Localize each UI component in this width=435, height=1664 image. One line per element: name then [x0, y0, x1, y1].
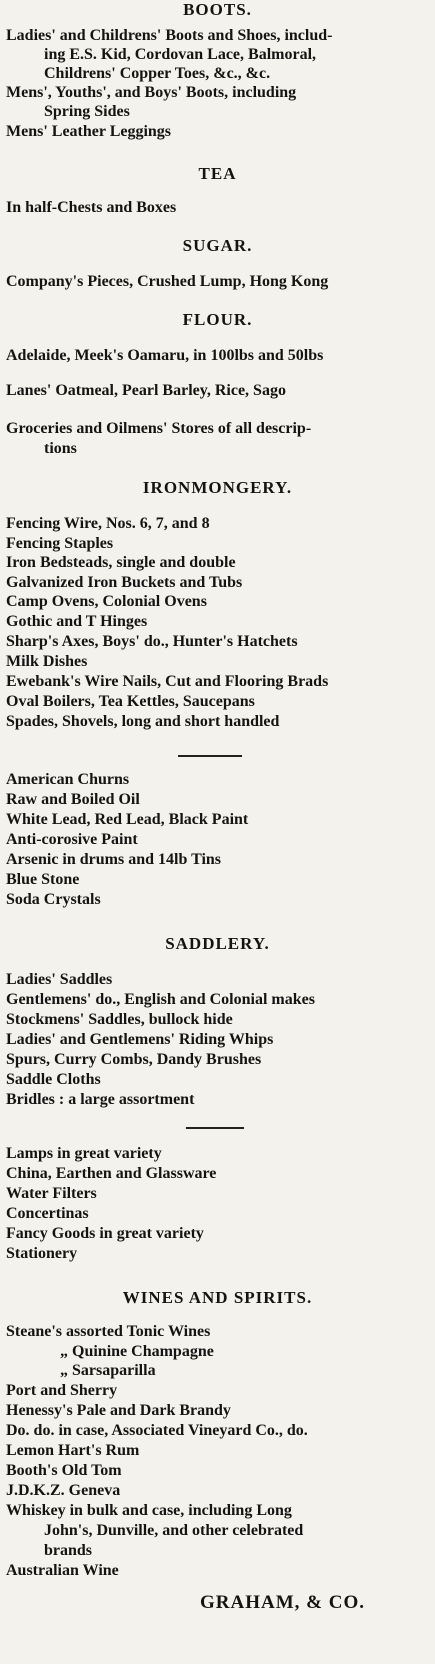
ironmongery-line: Anti-corosive Paint — [6, 831, 138, 848]
boots-line: Mens' Leather Leggings — [6, 123, 172, 140]
saddlery-line: Ladies' and Gentlemens' Riding Whips — [6, 1031, 274, 1048]
ironmongery-line: Blue Stone — [6, 871, 80, 888]
wines-line: Lemon Hart's Rum — [6, 1442, 140, 1459]
wines-line: Whiskey in bulk and case, including Long — [6, 1502, 292, 1519]
wines-line: Do. do. in case, Associated Vineyard Co., do. — [6, 1422, 308, 1439]
boots-line: ing E.S. Kid, Cordovan Lace, Balmoral, — [44, 46, 317, 63]
ironmongery-line: White Lead, Red Lead, Black Paint — [6, 811, 249, 828]
saddlery-heading: SADDLERY. — [165, 934, 270, 953]
saddlery-line: Gentlemens' do., English and Colonial makes — [6, 991, 315, 1008]
wines-heading: WINES AND SPIRITS. — [122, 1288, 313, 1307]
saddlery-line: Stationery — [6, 1245, 78, 1262]
signature: GRAHAM, & CO. — [200, 1592, 365, 1613]
boots-heading: BOOTS. — [183, 0, 252, 19]
sugar-line: Company's Pieces, Crushed Lump, Hong Kong — [6, 273, 329, 290]
saddlery-line: Concertinas — [6, 1205, 89, 1222]
tea-heading: TEA — [198, 164, 237, 183]
ironmongery-line: Arsenic in drums and 14lb Tins — [6, 851, 222, 868]
saddlery-line: Spurs, Curry Combs, Dandy Brushes — [6, 1051, 262, 1068]
flour-line: tions — [44, 440, 77, 457]
wines-line: Booth's Old Tom — [6, 1462, 122, 1479]
ironmongery-line: Fencing Wire, Nos. 6, 7, and 8 — [6, 515, 210, 532]
section-rule — [178, 755, 242, 757]
ironmongery-line: Ewebank's Wire Nails, Cut and Flooring Brads — [6, 673, 329, 690]
ironmongery-line: Milk Dishes — [6, 653, 88, 670]
boots-line: Mens', Youths', and Boys' Boots, including — [6, 84, 297, 101]
saddlery-line: Lamps in great variety — [6, 1145, 162, 1162]
ironmongery-line: Camp Ovens, Colonial Ovens — [6, 593, 207, 610]
wines-line: J.D.K.Z. Geneva — [6, 1482, 121, 1499]
wines-line: Henessy's Pale and Dark Brandy — [6, 1402, 231, 1419]
saddlery-line: China, Earthen and Glassware — [6, 1165, 217, 1182]
ironmongery-line: Galvanized Iron Buckets and Tubs — [6, 574, 243, 591]
saddlery-line: Stockmens' Saddles, bullock hide — [6, 1011, 233, 1028]
boots-line: Spring Sides — [44, 103, 130, 120]
saddlery-line: Water Filters — [6, 1185, 97, 1202]
wines-line: Steane's assorted Tonic Wines — [6, 1323, 211, 1340]
ironmongery-line: Fencing Staples — [6, 535, 114, 552]
section-rule — [186, 1127, 244, 1129]
flour-line: Groceries and Oilmens' Stores of all descrip- — [6, 420, 312, 437]
wines-line: Port and Sherry — [6, 1382, 118, 1399]
saddlery-line: Ladies' Saddles — [6, 971, 113, 988]
flour-line: Lanes' Oatmeal, Pearl Barley, Rice, Sago — [6, 382, 286, 399]
ironmongery-line: Spades, Shovels, long and short handled — [6, 713, 280, 730]
wines-line: Australian Wine — [6, 1562, 119, 1579]
wines-line: „ Sarsaparilla — [60, 1362, 156, 1379]
ironmongery-line: Soda Crystals — [6, 891, 101, 908]
ironmongery-line: Raw and Boiled Oil — [6, 791, 140, 808]
boots-line: Childrens' Copper Toes, &c., &c. — [44, 65, 271, 82]
wines-line: „ Quinine Champagne — [60, 1343, 214, 1360]
saddlery-line: Fancy Goods in great variety — [6, 1225, 204, 1242]
ironmongery-line: Oval Boilers, Tea Kettles, Saucepans — [6, 693, 255, 710]
flour-line: Adelaide, Meek's Oamaru, in 100lbs and 50lbs — [6, 347, 324, 364]
ironmongery-heading: IRONMONGERY. — [142, 478, 293, 497]
flour-heading: FLOUR. — [182, 310, 253, 329]
ironmongery-line: Gothic and T Hinges — [6, 613, 148, 630]
tea-line: In half-Chests and Boxes — [6, 199, 177, 216]
ironmongery-line: Iron Bedsteads, single and double — [6, 554, 236, 571]
sugar-heading: SUGAR. — [182, 236, 253, 255]
wines-line: John's, Dunville, and other celebrated — [44, 1522, 304, 1539]
ironmongery-line: Sharp's Axes, Boys' do., Hunter's Hatchets — [6, 633, 298, 650]
saddlery-line: Saddle Cloths — [6, 1071, 101, 1088]
wines-line: brands — [44, 1542, 93, 1559]
boots-line: Ladies' and Childrens' Boots and Shoes, includ- — [6, 27, 333, 44]
ironmongery-line: American Churns — [6, 771, 130, 788]
saddlery-line: Bridles : a large assortment — [6, 1091, 195, 1108]
